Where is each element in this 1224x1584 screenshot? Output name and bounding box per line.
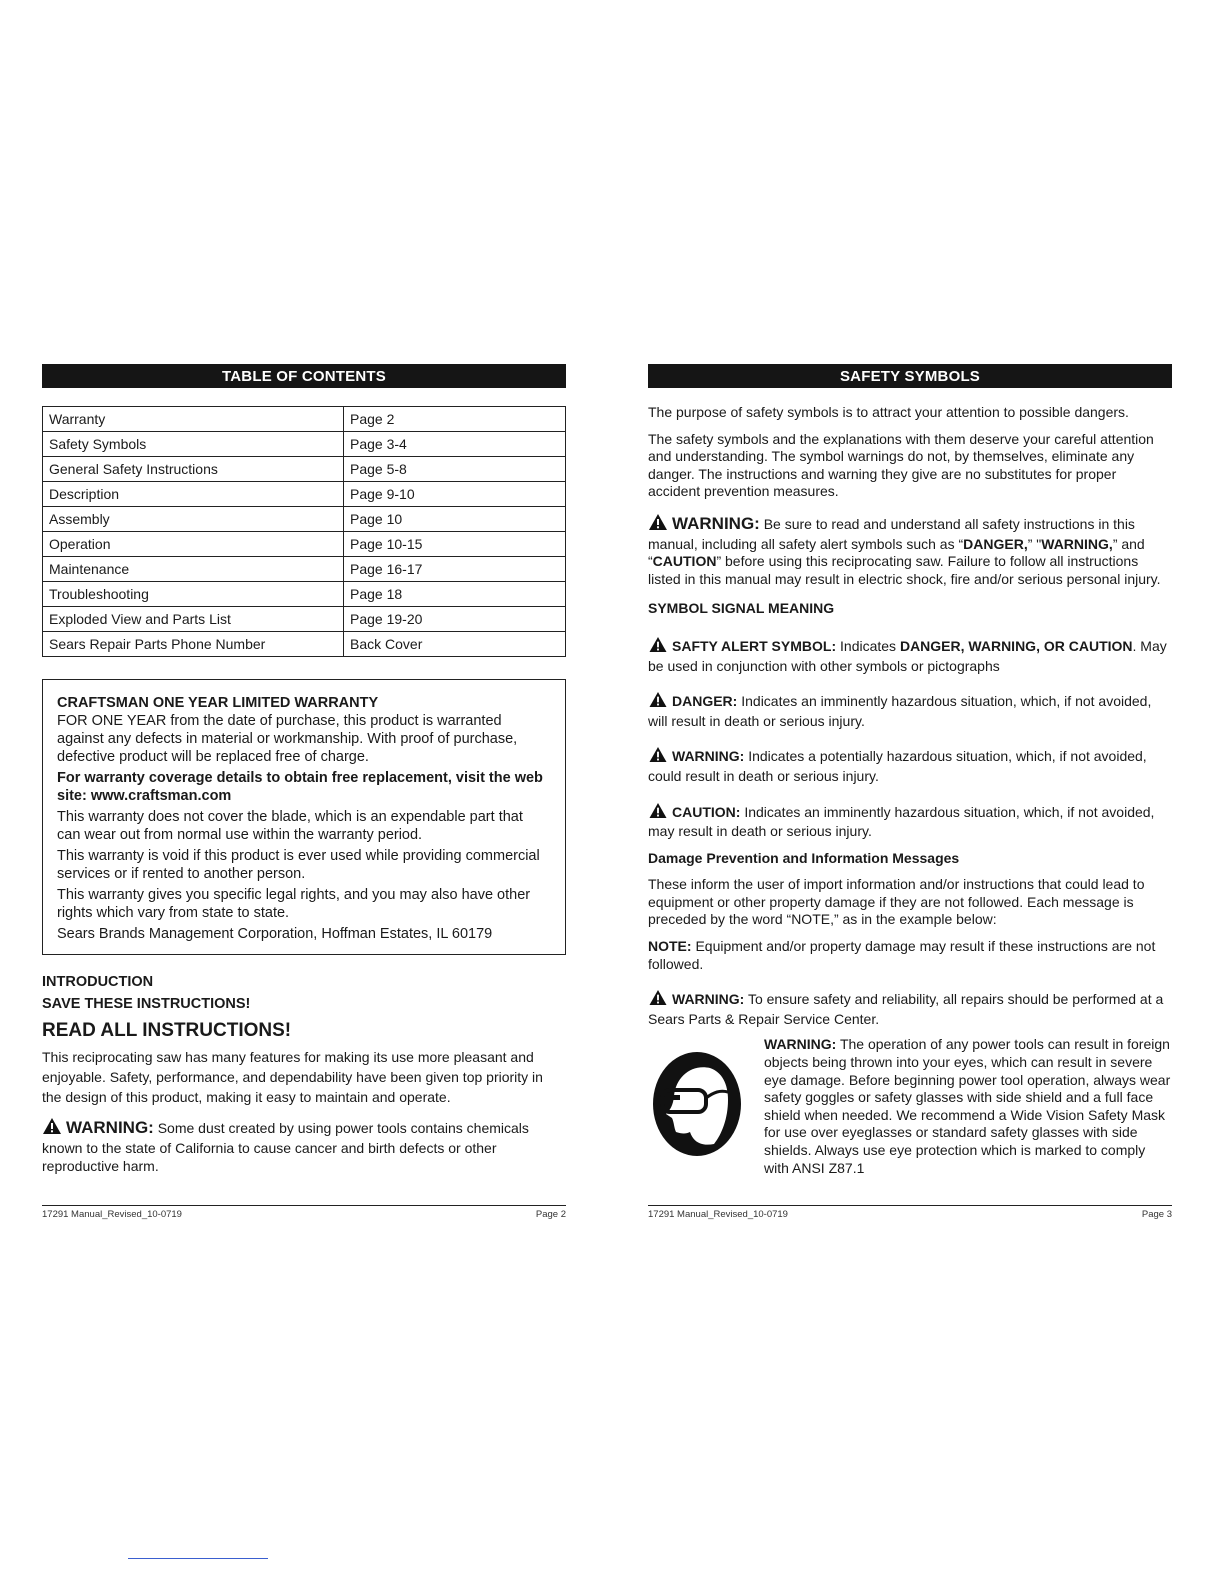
introduction-section	[42, 971, 566, 1175]
toc-row	[43, 482, 566, 507]
safety-warning-1	[648, 513, 1172, 588]
safety-alert-icon	[648, 691, 668, 713]
toc-entry-page: Page 18	[344, 582, 566, 607]
warning-text: Some dust created by using power tools contains chemicals known to the state of California to cause cancer and birth defects or other reproductive harm.	[42, 1120, 529, 1174]
warranty-p6: Sears Brands Management Corporation, Hoffman Estates, IL 60179	[57, 926, 493, 942]
toc-entry-page: Page 2	[344, 407, 566, 432]
safety-alert-label: SAFTY ALERT SYMBOL:	[672, 637, 837, 654]
warn1-t1: Be sure to read and understand all safety instructions in this manual, including all safety alert symbols such as “	[648, 515, 1135, 552]
note-label: NOTE:	[648, 938, 692, 955]
safety-alert-definition	[648, 636, 1172, 675]
intro-body: This reciprocating saw has many features for making its use more pleasant and enjoyable. Safety, performance, and dependability have been given top priority in the design of this product, making it easy to maintain and operate.	[42, 1049, 543, 1105]
warranty-title: CRAFTSMAN ONE YEAR LIMITED WARRANTY	[57, 695, 379, 711]
note-text: Equipment and/or property damage may result if these instructions are not followed.	[648, 938, 1156, 972]
safety-alert-bold: DANGER, WARNING, OR CAUTION	[899, 637, 1133, 654]
toc-header: TABLE OF CONTENTS	[42, 364, 566, 388]
safety-alert-icon	[648, 989, 668, 1011]
toc-entry-title: Maintenance	[43, 557, 344, 582]
eye-warning-text: The operation of any power tools can result in foreign objects being thrown into your eyes, which can result in severe eye damage. Before beginning power tool operation, always wear safety goggles or safety glasses with side shield and a full face shield when needed. We recommend a Wide Vision Safety Mask for use over eyeglasses or standard safety glasses with side shields. Always use eye protection which is marked to comply with ANSI Z87.1	[764, 1036, 1171, 1176]
damage-prevention-heading: Damage Prevention and Information Messages	[648, 849, 960, 866]
note-text-block	[648, 938, 1172, 973]
warning-label: WARNING:	[66, 1118, 154, 1137]
eye-protection-block	[648, 1036, 1172, 1196]
left-footer	[42, 1205, 566, 1220]
warning-label: WARNING:	[672, 513, 760, 533]
prop65-warning	[42, 1117, 566, 1175]
toc-entry-title: Safety Symbols	[43, 432, 344, 457]
safety-alert-icon	[648, 802, 668, 824]
right-page	[648, 364, 1172, 1196]
footer-doc-id: 17291 Manual_Revised_10-0719	[648, 1209, 788, 1220]
toc-row	[43, 507, 566, 532]
warranty-box	[42, 679, 566, 955]
toc-row	[43, 407, 566, 432]
safety-alert-icon	[648, 636, 668, 658]
safety-alert-icon	[648, 746, 668, 768]
warranty-p2: For warranty coverage details to obtain free replacement, visit the web site: www.craftsman.com	[57, 770, 543, 804]
toc-entry-title: Assembly	[43, 507, 344, 532]
toc-entry-title: Warranty	[43, 407, 344, 432]
left-page	[42, 364, 566, 1175]
warranty-p1: FOR ONE YEAR from the date of purchase, this product is warranted against any defects in material or workmanship. With proof of purchase, defective product will be replaced free of charge.	[57, 713, 518, 765]
introduction-heading: INTRODUCTION	[42, 974, 154, 990]
toc-entry-page: Page 3-4	[344, 432, 566, 457]
safety-alert-t2: . May be used in conjunction with other symbols or pictographs	[648, 637, 1167, 674]
read-all-heading: READ ALL INSTRUCTIONS!	[42, 1020, 292, 1041]
repair-warning-text: To ensure safety and reliability, all repairs should be performed at a Sears Parts & Repair Service Center.	[648, 991, 1164, 1027]
safety-p2: The safety symbols and the explanations with them deserve your careful attention and understanding. The symbol warnings do not, by themselves, eliminate any danger. The instructions and warning they give are no substitutes for proper accident prevention measures.	[648, 430, 1154, 500]
safety-alert-icon	[648, 513, 668, 536]
eye-protection-text	[764, 1036, 1172, 1177]
toc-table	[42, 406, 566, 657]
toc-entry-title: Troubleshooting	[43, 582, 344, 607]
toc-entry-page: Page 19-20	[344, 607, 566, 632]
toc-entry-page: Page 5-8	[344, 457, 566, 482]
eye-warning-label: WARNING:	[764, 1036, 837, 1053]
toc-row	[43, 532, 566, 557]
safety-alert-icon	[42, 1117, 62, 1139]
repair-warning	[648, 989, 1172, 1028]
caution-definition	[648, 802, 1172, 841]
warning-def-text: Indicates a potentially hazardous situation, which, if not avoided, could result in death or serious injury.	[648, 748, 1147, 784]
warn1-danger: DANGER,	[963, 535, 1028, 552]
safety-symbols-header: SAFETY SYMBOLS	[648, 364, 1172, 388]
toc-row	[43, 607, 566, 632]
toc-entry-title: Description	[43, 482, 344, 507]
footer-page-number: Page 3	[1141, 1209, 1172, 1220]
danger-text: Indicates an imminently hazardous situation, which, if not avoided, will result in death or serious injury.	[648, 693, 1152, 729]
symbol-signal-heading: SYMBOL SIGNAL MEANING	[648, 600, 835, 617]
decorative-link-line	[128, 1558, 268, 1559]
safety-p1: The purpose of safety symbols is to attract your attention to possible dangers.	[648, 404, 1129, 420]
danger-label: DANGER:	[672, 693, 738, 710]
repair-warning-label: WARNING:	[672, 991, 745, 1008]
toc-entry-page: Page 10	[344, 507, 566, 532]
toc-entry-title: Sears Repair Parts Phone Number	[43, 632, 344, 657]
toc-row	[43, 457, 566, 482]
footer-page-number: Page 2	[535, 1209, 566, 1220]
save-instructions-heading: SAVE THESE INSTRUCTIONS!	[42, 996, 251, 1012]
warranty-p3: This warranty does not cover the blade, which is an expendable part that can wear out from normal use within the warranty period.	[57, 809, 523, 843]
toc-entry-page: Page 16-17	[344, 557, 566, 582]
warn1-t4: ” before using this reciprocating saw. Failure to follow all instructions listed in this manual may result in electric shock, fire and/or serious personal injury.	[648, 553, 1161, 587]
warn1-t3: ” and “	[648, 535, 1145, 570]
warning-definition	[648, 746, 1172, 785]
toc-row	[43, 557, 566, 582]
toc-row	[43, 632, 566, 657]
caution-text: Indicates an imminently hazardous situation, which, if not avoided, may result in death or serious injury.	[648, 803, 1155, 840]
warning-def-label: WARNING:	[672, 748, 745, 765]
right-footer	[648, 1205, 1172, 1220]
eye-protection-icon	[652, 1048, 742, 1156]
toc-entry-page: Back Cover	[344, 632, 566, 657]
danger-definition	[648, 691, 1172, 730]
toc-row	[43, 582, 566, 607]
safety-alert-t1: Indicates	[840, 637, 897, 654]
warranty-p4: This warranty is void if this product is ever used while providing commercial services or if rented to another person.	[57, 848, 540, 882]
toc-entry-page: Page 10-15	[344, 532, 566, 557]
warranty-p5: This warranty gives you specific legal rights, and you may also have other rights which vary from state to state.	[57, 887, 531, 921]
toc-entry-title: General Safety Instructions	[43, 457, 344, 482]
warn1-warning: WARNING,	[1041, 535, 1113, 552]
toc-entry-page: Page 9-10	[344, 482, 566, 507]
toc-row	[43, 432, 566, 457]
footer-doc-id: 17291 Manual_Revised_10-0719	[42, 1209, 182, 1220]
warn1-caution: CAUTION	[652, 553, 717, 570]
warn1-t2: ” "	[1027, 535, 1042, 552]
toc-entry-title: Exploded View and Parts List	[43, 607, 344, 632]
damage-prevention-text: These inform the user of import information and/or instructions that could lead to equipment or other property damage if they are not followed. Each message is preceded by the word “NOTE,” as in the example below:	[648, 876, 1145, 928]
caution-label: CAUTION:	[672, 803, 741, 820]
toc-entry-title: Operation	[43, 532, 344, 557]
